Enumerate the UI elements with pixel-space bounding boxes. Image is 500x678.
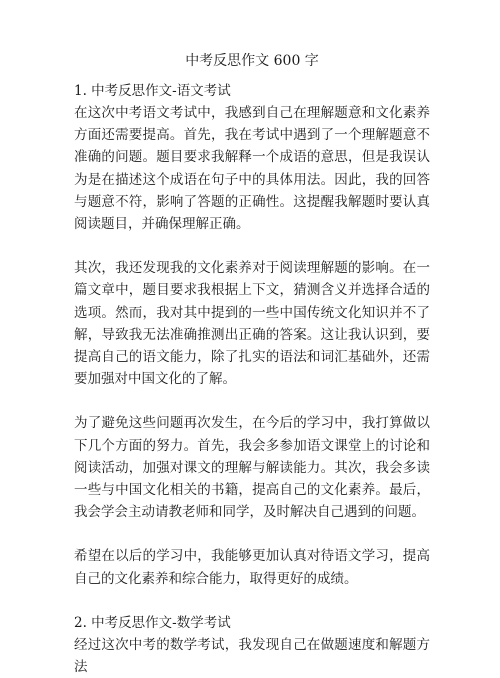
section-1	[74, 80, 430, 612]
document-title: 中考反思作文 600 字	[185, 53, 319, 69]
paragraph-gap	[74, 390, 430, 412]
paragraph-1-4: 希望在以后的学习中，我能够更加认真对待语文学习，提高自己的文化素养和综合能力，取得更好的成绩。	[74, 548, 430, 587]
paragraph-1-1: 在这次中考语文考试中，我感到自己在理解题意和文化素养方面还需要提高。首先，我在考试中遇到了一个理解题意不准确的问题。题目要求我解释一个成语的意思，但是我误认为是在描述这个成语在句子中的具体用法。因此，我的回答与题意不符，影响了答题的正确性。这提醒我解题时要认真阅读题目，并确保理解正确。	[74, 105, 430, 233]
section-heading-1: 1. 中考反思作文-语文考试	[74, 83, 231, 99]
paragraph-gap	[74, 590, 430, 612]
paragraph-2-1: 经过这次中考的数学考试，我发现自己在做题速度和解题方法	[74, 636, 430, 676]
paragraph-1-2: 其次，我还发现我的文化素养对于阅读理解题的影响。在一篇文章中，题目要求我根据上下文，猜测含义并选择合适的选项。然而，我对其中提到的一些中国传统文化知识并不了解，导致我无法准确推测出正确的答案。这让我认识到，要提高自己的语文能力，除了扎实的语法和词汇基础外，还需要加强对中国文化的了解。	[74, 260, 430, 388]
paragraph-1-3: 为了避免这些问题再次发生，在今后的学习中，我打算做以下几个方面的努力。首先，我会多参加语文课堂上的讨论和阅读活动，加强对课文的理解与解读能力。其次，我会多读一些与中国文化相关的书籍，提高自己的文化素养。最后，我会学会主动请教老师和同学，及时解决自己遇到的问题。	[74, 415, 430, 521]
paragraph-gap	[74, 235, 430, 257]
section-heading-2: 2. 中考反思作文-数学考试	[74, 614, 231, 631]
section-2	[74, 612, 430, 678]
paragraph-gap	[74, 523, 430, 545]
